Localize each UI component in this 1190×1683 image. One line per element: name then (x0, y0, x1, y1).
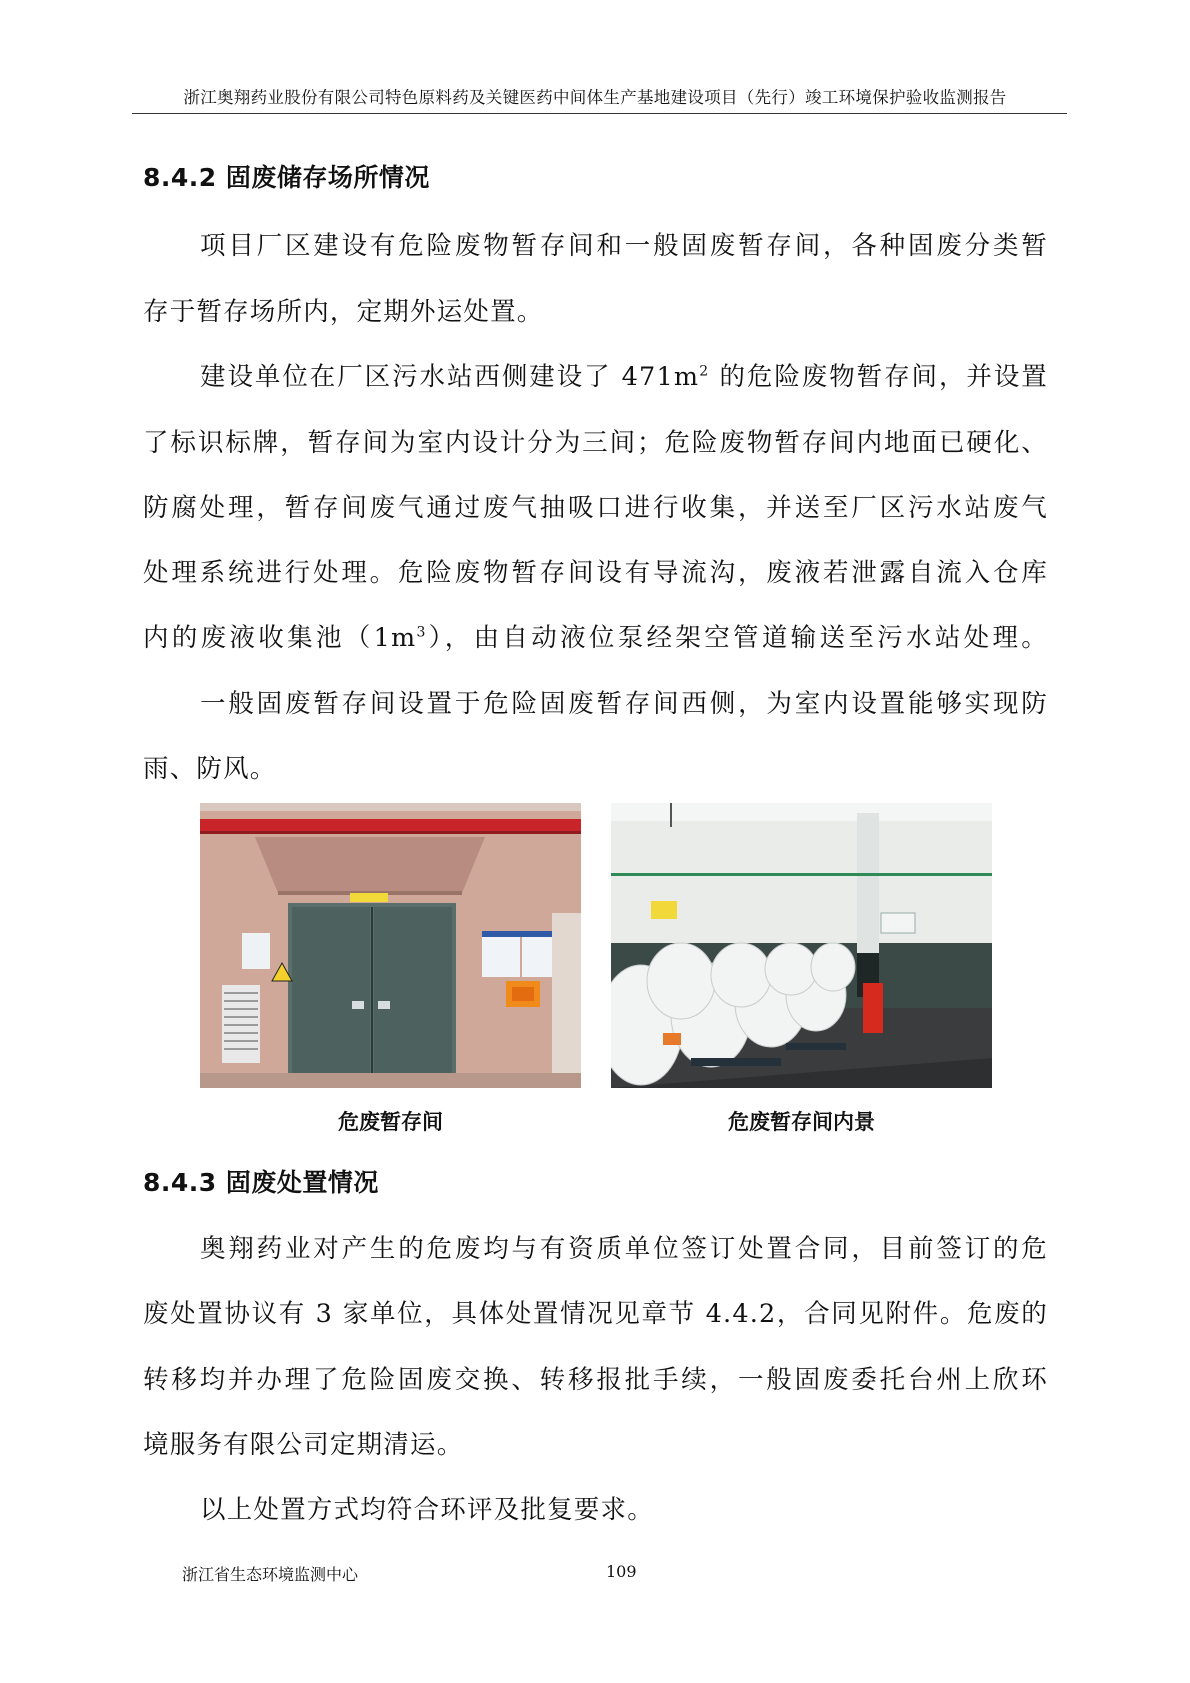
photo-caption-right: 危废暂存间内景 (728, 1110, 875, 1134)
paragraph-line: 处理系统进行处理。危险废物暂存间设有导流沟，废液若泄露自流入仓库 (143, 558, 1048, 588)
photo-storage-door (200, 803, 581, 1088)
paragraph-line: 转移均并办理了危险固废交换、转移报批手续，一般固废委托台州上欣环 (143, 1365, 1048, 1395)
paragraph-line: 境服务有限公司定期清运。 (143, 1430, 464, 1460)
paragraph-line: 建设单位在厂区污水站西侧建设了 $471m^2$ 的危险废物暂存间，并设置 (200, 362, 1048, 392)
paragraph-line: 项目厂区建设有危险废物暂存间和一般固废暂存间，各种固废分类暂 (200, 231, 1048, 261)
paragraph-line: 内的废液收集池$(1m^3)$，由自动液位泵经架空管道输送至污水站处理。 (143, 623, 1049, 653)
paragraph-line: 防腐处理，暂存间废气通过废气抽吸口进行收集，并送至厂区污水站废气 (143, 493, 1048, 523)
superscript: 3 (416, 624, 427, 641)
footer-organization: 浙江省生态环境监测中心 (182, 1565, 359, 1584)
header-divider (132, 113, 1067, 114)
paragraph-line: 奥翔药业对产生的危废均与有资质单位签订处置合同，目前签订的危 (200, 1234, 1048, 1264)
paragraph-line: 存于暂存场所内，定期外运处置。 (143, 297, 544, 327)
paragraph-line: 一般固废暂存间设置于危险固废暂存间西侧，为室内设置能够实现防 (200, 689, 1048, 719)
superscript: 2 (699, 363, 710, 380)
paragraph-line: 雨、防风。 (143, 754, 277, 784)
paragraph-line: 以上处置方式均符合环评及批复要求。 (200, 1495, 654, 1525)
section-heading-8-4-3: 8.4.3 固废处置情况 (143, 1168, 379, 1197)
section-heading-8-4-2: 8.4.2 固废储存场所情况 (143, 163, 430, 192)
paragraph-line: 废处置协议有 3 家单位，具体处置情况见章节 4.4.2，合同见附件。危废的 (143, 1299, 1048, 1329)
photo-caption-left: 危废暂存间 (338, 1110, 443, 1134)
page-header-title: 浙江奥翔药业股份有限公司特色原料药及关键医药中间体生产基地建设项目（先行）竣工环境保护验收监测报告 (183, 88, 1007, 107)
photo-storage-interior (611, 803, 992, 1088)
paragraph-line: 了标识标牌，暂存间为室内设计分为三间；危险废物暂存间内地面已硬化、 (143, 428, 1048, 458)
page-number: 109 (606, 1562, 637, 1581)
